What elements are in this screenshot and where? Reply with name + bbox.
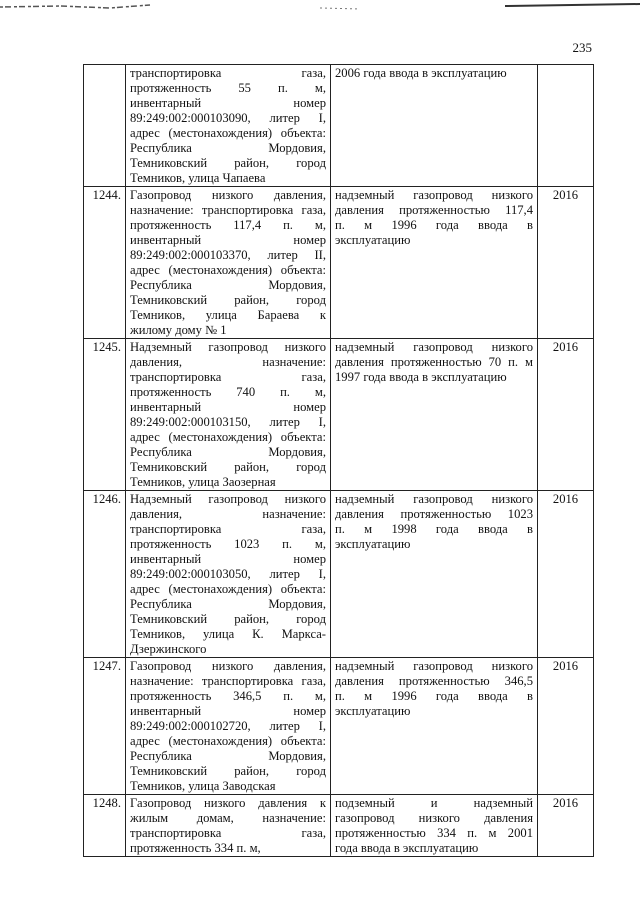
row-number-cell: 1247. — [84, 658, 126, 795]
object-name-line: Темников, улица Чапаева — [130, 171, 266, 185]
object-name-line: адрес (местонахождения) объекта: — [130, 263, 326, 277]
object-description-line: п. м 1998 года ввода в — [335, 522, 533, 536]
object-name-line: Газопровод низкого давления, — [130, 659, 326, 673]
object-name-line: адрес (местонахождения) объекта: — [130, 430, 326, 444]
object-name-line: Дзержинского — [130, 642, 207, 656]
object-name-line: протяженность 334 п. м, — [130, 841, 261, 855]
object-name-line: транспортировка газа, — [130, 66, 326, 80]
year-cell: 2016 — [538, 187, 594, 339]
object-description-line: давления протяженностью 346,5 — [335, 674, 533, 688]
object-description-line: 2006 года ввода в эксплуатацию — [335, 66, 507, 80]
object-name-line: назначение: транспортировка газа, — [130, 203, 326, 217]
object-name-line: Надземный газопровод низкого — [130, 492, 326, 506]
object-name-line: инвентарный номер — [130, 400, 326, 414]
object-description-line: давления протяженностью 70 п. м — [335, 355, 533, 369]
object-name-line: протяженность 1023 п. м, — [130, 537, 326, 551]
object-name-line: Темников, улица Заводская — [130, 779, 276, 793]
object-name-line: транспортировка газа, — [130, 826, 326, 840]
object-name-cell — [126, 795, 331, 857]
object-name-line: инвентарный номер — [130, 233, 326, 247]
object-description-line: эксплуатацию — [335, 233, 411, 247]
object-name-line: Республика Мордовия, — [130, 278, 326, 292]
object-name-line: Темниковский район, город — [130, 460, 326, 474]
object-description-line: протяженностью 334 п. м 2001 — [335, 826, 533, 840]
object-name-line: Надземный газопровод низкого — [130, 340, 326, 354]
object-description-line: года ввода в эксплуатацию — [335, 841, 479, 855]
object-name-cell — [126, 65, 331, 187]
object-description-line: надземный газопровод низкого — [335, 340, 533, 354]
object-name-line: инвентарный номер — [130, 96, 326, 110]
object-name-line: давления, назначение: — [130, 507, 326, 521]
object-name-line: Темников, улица Бараева к — [130, 308, 326, 322]
object-description-cell — [331, 65, 538, 187]
object-name-line: Темниковский район, город — [130, 293, 326, 307]
object-name-cell — [126, 339, 331, 491]
object-name-line: 89:249:002:000103370, литер II, — [130, 248, 326, 262]
object-description-cell — [331, 187, 538, 339]
object-name-line: Темниковский район, город — [130, 612, 326, 626]
object-name-line: жилым домам, назначение: — [130, 811, 326, 825]
row-number-cell: 1246. — [84, 491, 126, 658]
object-name-cell — [126, 658, 331, 795]
registry-table — [83, 64, 594, 857]
object-description-line: п. м 1996 года ввода в — [335, 218, 533, 232]
year-cell: 2016 — [538, 339, 594, 491]
year-cell: 2016 — [538, 795, 594, 857]
object-name-line: Темников, улица Заозерная — [130, 475, 276, 489]
object-name-cell — [126, 491, 331, 658]
object-name-line: 89:249:002:000103150, литер I, — [130, 415, 326, 429]
object-name-line: адрес (местонахождения) объекта: — [130, 582, 326, 596]
object-name-line: протяженность 346,5 п. м, — [130, 689, 326, 703]
row-number-cell: 1248. — [84, 795, 126, 857]
object-name-line: давления, назначение: — [130, 355, 326, 369]
object-name-line: протяженность 117,4 п. м, — [130, 218, 326, 232]
object-name-line: Темников, улица К. Маркса- — [130, 627, 326, 641]
object-description-cell — [331, 491, 538, 658]
table-row — [84, 795, 594, 857]
object-name-line: 89:249:002:000103050, литер I, — [130, 567, 326, 581]
object-name-line: Республика Мордовия, — [130, 749, 326, 763]
object-description-line: эксплуатацию — [335, 704, 411, 718]
object-description-line: надземный газопровод низкого — [335, 659, 533, 673]
object-description-line: эксплуатацию — [335, 537, 411, 551]
object-name-line: Темниковский район, город — [130, 764, 326, 778]
year-cell: 2016 — [538, 491, 594, 658]
object-name-line: назначение: транспортировка газа, — [130, 674, 326, 688]
object-name-line: протяженность 740 п. м, — [130, 385, 326, 399]
object-description-line: надземный газопровод низкого — [335, 492, 533, 506]
row-number-cell: 1245. — [84, 339, 126, 491]
year-cell — [538, 65, 594, 187]
table-row — [84, 65, 594, 187]
table-row — [84, 491, 594, 658]
object-description-line: подземный и надземный — [335, 796, 533, 810]
object-name-line: транспортировка газа, — [130, 522, 326, 536]
table-row — [84, 187, 594, 339]
row-number-cell: 1244. — [84, 187, 126, 339]
object-name-line: адрес (местонахождения) объекта: — [130, 126, 326, 140]
object-description-cell — [331, 658, 538, 795]
object-name-cell — [126, 187, 331, 339]
object-name-line: 89:249:002:000102720, литер I, — [130, 719, 326, 733]
object-name-line: транспортировка газа, — [130, 370, 326, 384]
object-description-cell — [331, 339, 538, 491]
object-name-line: адрес (местонахождения) объекта: — [130, 734, 326, 748]
object-name-line: Республика Мордовия, — [130, 445, 326, 459]
object-name-line: жилому дому № 1 — [130, 323, 227, 337]
row-number-cell — [84, 65, 126, 187]
object-name-line: Газопровод низкого давления, — [130, 188, 326, 202]
object-name-line: протяженность 55 п. м, — [130, 81, 326, 95]
object-description-line: газопровод низкого давления — [335, 811, 533, 825]
registry-table-body — [84, 65, 594, 857]
object-name-line: Республика Мордовия, — [130, 141, 326, 155]
year-cell: 2016 — [538, 658, 594, 795]
object-name-line: Республика Мордовия, — [130, 597, 326, 611]
table-row — [84, 658, 594, 795]
object-description-line: давления протяженностью 117,4 — [335, 203, 533, 217]
scan-edge-noise — [0, 0, 640, 16]
object-name-line: 89:249:002:000103090, литер I, — [130, 111, 326, 125]
object-description-line: надземный газопровод низкого — [335, 188, 533, 202]
object-description-line: давления протяженностью 1023 — [335, 507, 533, 521]
object-name-line: Газопровод низкого давления к — [130, 796, 326, 810]
object-name-line: инвентарный номер — [130, 552, 326, 566]
object-description-cell — [331, 795, 538, 857]
object-name-line: инвентарный номер — [130, 704, 326, 718]
table-row — [84, 339, 594, 491]
object-description-line: 1997 года ввода в эксплуатацию — [335, 370, 507, 384]
object-name-line: Темниковский район, город — [130, 156, 326, 170]
page-number: 235 — [572, 40, 592, 55]
object-description-line: п. м 1996 года ввода в — [335, 689, 533, 703]
